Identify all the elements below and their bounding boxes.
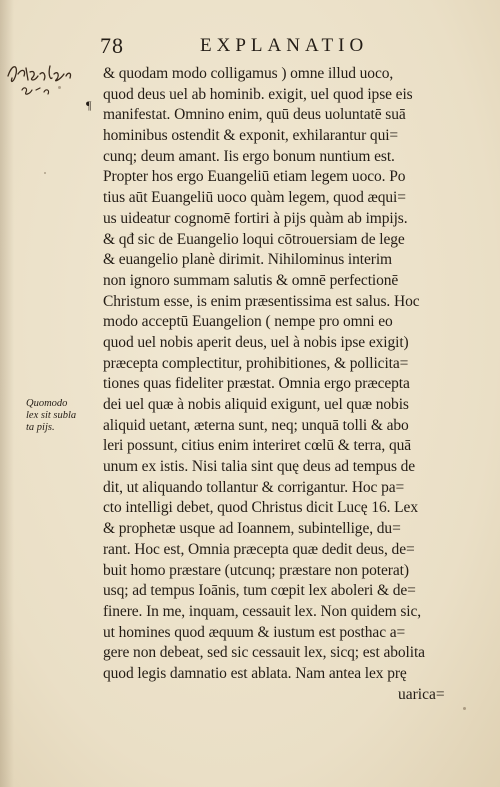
text-line: & prophetæ usque ad Ioannem, subintellige, du= (103, 520, 401, 538)
side-gloss (26, 398, 112, 434)
handwritten-annotation (4, 60, 94, 102)
text-line: gere non debeat, sed sic cessauit lex, sicq; est abolita (103, 644, 425, 662)
ink-speck (44, 172, 46, 174)
ink-speck (463, 707, 466, 710)
margin-mark: ¶ (86, 98, 92, 112)
text-line: & quodam modo colligamus ) omne illud uoco, (103, 65, 394, 82)
text-line: ut homines quod æquum & iustum est posthac a= (103, 623, 406, 641)
text-line: modo acceptū Euangelion ( nempe pro omni eo (103, 313, 393, 331)
handwriting-scribble-icon (4, 60, 94, 102)
text-line: finere. In me, inquam, cessauit lex. Non quidem sic, (103, 602, 422, 620)
text-line: us uideatur cognomē fortiri à pijs quàm ab impijs. (103, 209, 408, 227)
text-line: tius aūt Euangeliū uoco quàm legem, quod æqui= (103, 189, 406, 207)
ink-speck (58, 86, 61, 89)
text-line: & euangelio planè dirimit. Nihilominus interim (103, 251, 392, 269)
text-line: buit homo præstare (utcunq; præstare non poterat) (103, 561, 409, 579)
gloss-line: Quomodo (26, 398, 68, 409)
text-line: quod uel nobis aperit deus, uel à nobis ipse exigit) (103, 333, 409, 351)
text-line: cto intelligi debet, quod Christus dicit Lucę 16. Lex (103, 499, 418, 517)
text-line: unum ex istis. Nisi talia sint quę deus ad tempus de (103, 458, 416, 476)
text-line: non ignoro summam salutis & omnē perfectionē (103, 271, 399, 289)
text-line: Christum esse, is enim præsentissima est salus. Hoc (103, 292, 420, 310)
text-line: & qđ sic de Euangelio loqui cōtrouersiam de lege (103, 230, 405, 248)
text-line: dit, ut aliquando tollantur & corrigantur. Hoc pa= (103, 478, 405, 496)
gloss-line: lex sit subla (26, 410, 77, 421)
body-text (103, 64, 465, 685)
text-line: cunq; deum amant. Iis ergo bonum nuntium est. (103, 147, 395, 165)
text-line: dei uel quæ à nobis aliquid exigunt, uel quæ nobis (103, 396, 409, 413)
gloss-line: ta pijs. (26, 422, 55, 433)
text-line: quod legis damnatio est ablata. Nam antea lex prę (103, 664, 407, 682)
text-line: tiones quas fideliter præstat. Omnia ergo præcepta (103, 375, 410, 393)
text-line: rant. Hoc est, Omnia præcepta quæ dedit deus, de= (103, 540, 415, 558)
page-number: 78 (100, 33, 124, 58)
text-line: præcepta complectitur, prohibitiones, & pollicita= (103, 354, 409, 372)
text-line: quod deus uel ab hominib. exigit, uel quod ipse eis (103, 85, 413, 103)
page-gutter-shadow (0, 0, 14, 787)
text-line: hominibus ostendit & exponit, exhilarantur qui= (103, 127, 399, 145)
text-line: leri possunt, citius enim interiret cœlū & terra, quā (103, 437, 412, 455)
text-line: usq; ad tempus Ioānis, tum cœpit lex aboleri & de= (103, 582, 416, 600)
page-header (100, 33, 400, 59)
text-line: manifestat. Omnino enim, quū deus uoluntatē suā (103, 106, 406, 124)
text-line: aliquid uetant, æterna sunt, neq; unquā tolli & abo (103, 416, 409, 434)
text-line: Propter hos ergo Euangeliū etiam legem uoco. Po (103, 168, 406, 186)
catchword: uarica= (398, 686, 445, 703)
running-head: EXPLANATIO (200, 35, 369, 56)
